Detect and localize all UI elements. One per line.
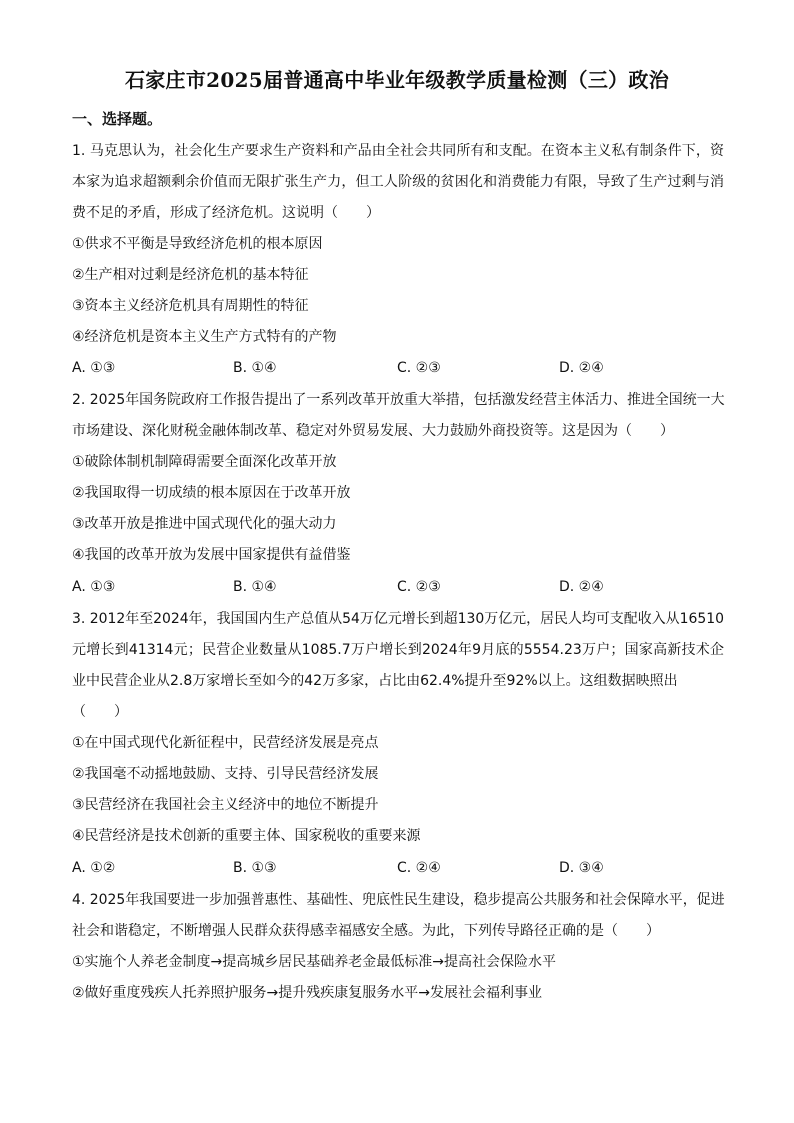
question-3-line-1: 3. 2012年至2024年，我国国内生产总值从54万亿元增长到超130万亿元，居民人均可支配收入从16510 (72, 611, 724, 627)
question-2-options (72, 577, 724, 597)
question-3-line-2: 元增长到41314元；民营企业数量从1085.7万户增长到2024年9月底的5554.23万户；国家高新技术企 (72, 642, 724, 658)
option-c[interactable]: C. ②④ (397, 860, 441, 876)
question-3-options (72, 858, 724, 878)
question-1-line-3: 费不足的矛盾，形成了经济危机。这说明（ ） (72, 205, 380, 221)
question-2-statement-1: ①破除体制机制障碍需要全面深化改革开放 (72, 454, 337, 470)
question-1-statement-4: ④经济危机是资本主义生产方式特有的产物 (72, 329, 337, 345)
option-a[interactable]: A. ①③ (72, 579, 116, 595)
question-4-statement-2: ②做好重度残疾人托养照护服务→提升残疾康复服务水平→发展社会福利事业 (72, 985, 543, 1001)
question-1-line-2: 本家为追求超额剩余价值而无限扩张生产力，但工人阶级的贫困化和消费能力有限，导致了生产过剩与消 (72, 174, 724, 190)
question-1-statement-1: ①供求不平衡是导致经济危机的根本原因 (72, 236, 323, 252)
question-4-line-2: 社会和谐稳定，不断增强人民群众获得感幸福感安全感。为此，下列传导路径正确的是（ ） (72, 923, 660, 939)
option-d[interactable]: D. ②④ (559, 360, 604, 376)
question-2-statement-4: ④我国的改革开放为发展中国家提供有益借鉴 (72, 547, 351, 563)
question-1-statement-2: ②生产相对过剩是经济危机的基本特征 (72, 267, 309, 283)
question-2-statement-3: ③改革开放是推进中国式现代化的强大动力 (72, 516, 337, 532)
question-4-line-1: 4. 2025年我国要进一步加强普惠性、基础性、兜底性民生建设，稳步提高公共服务和社会保障水平，促进 (72, 892, 725, 908)
question-3-statement-3: ③民营经济在我国社会主义经济中的地位不断提升 (72, 797, 379, 813)
document-title: 石家庄市2025届普通高中毕业年级教学质量检测（三）政治 (124, 68, 670, 92)
question-3-line-3: 业中民营企业从2.8万家增长至如今的42万多家，占比由62.4%提升至92%以上。这组数据映照出 (72, 673, 678, 689)
question-1-options (72, 358, 724, 378)
option-b[interactable]: B. ①③ (233, 860, 277, 876)
question-1-statement-3: ③资本主义经济危机具有周期性的特征 (72, 298, 309, 314)
question-1-line-1: 1. 马克思认为，社会化生产要求生产资料和产品由全社会共同所有和支配。在资本主义私有制条件下，资 (72, 143, 724, 159)
question-3-statement-2: ②我国毫不动摇地鼓励、支持、引导民营经济发展 (72, 766, 379, 782)
question-3-statement-4: ④民营经济是技术创新的重要主体、国家税收的重要来源 (72, 828, 421, 844)
question-3-line-4: （ ） (72, 704, 128, 720)
option-a[interactable]: A. ①② (72, 860, 116, 876)
question-2-line-2: 市场建设、深化财税金融体制改革、稳定对外贸易发展、大力鼓励外商投资等。这是因为（ ） (72, 423, 674, 439)
option-c[interactable]: C. ②③ (397, 360, 441, 376)
option-c[interactable]: C. ②③ (397, 579, 441, 595)
option-d[interactable]: D. ③④ (559, 860, 604, 876)
option-d[interactable]: D. ②④ (559, 579, 604, 595)
option-b[interactable]: B. ①④ (233, 579, 277, 595)
question-3-statement-1: ①在中国式现代化新征程中，民营经济发展是亮点 (72, 735, 379, 751)
question-2-statement-2: ②我国取得一切成绩的根本原因在于改革开放 (72, 485, 351, 501)
section-heading: 一、选择题。 (72, 110, 163, 128)
question-4-statement-1: ①实施个人养老金制度→提高城乡居民基础养老金最低标准→提高社会保险水平 (72, 954, 557, 970)
option-b[interactable]: B. ①④ (233, 360, 277, 376)
option-a[interactable]: A. ①③ (72, 360, 116, 376)
question-2-line-1: 2. 2025年国务院政府工作报告提出了一系列改革开放重大举措，包括激发经营主体活力、推进全国统一大 (72, 392, 725, 408)
